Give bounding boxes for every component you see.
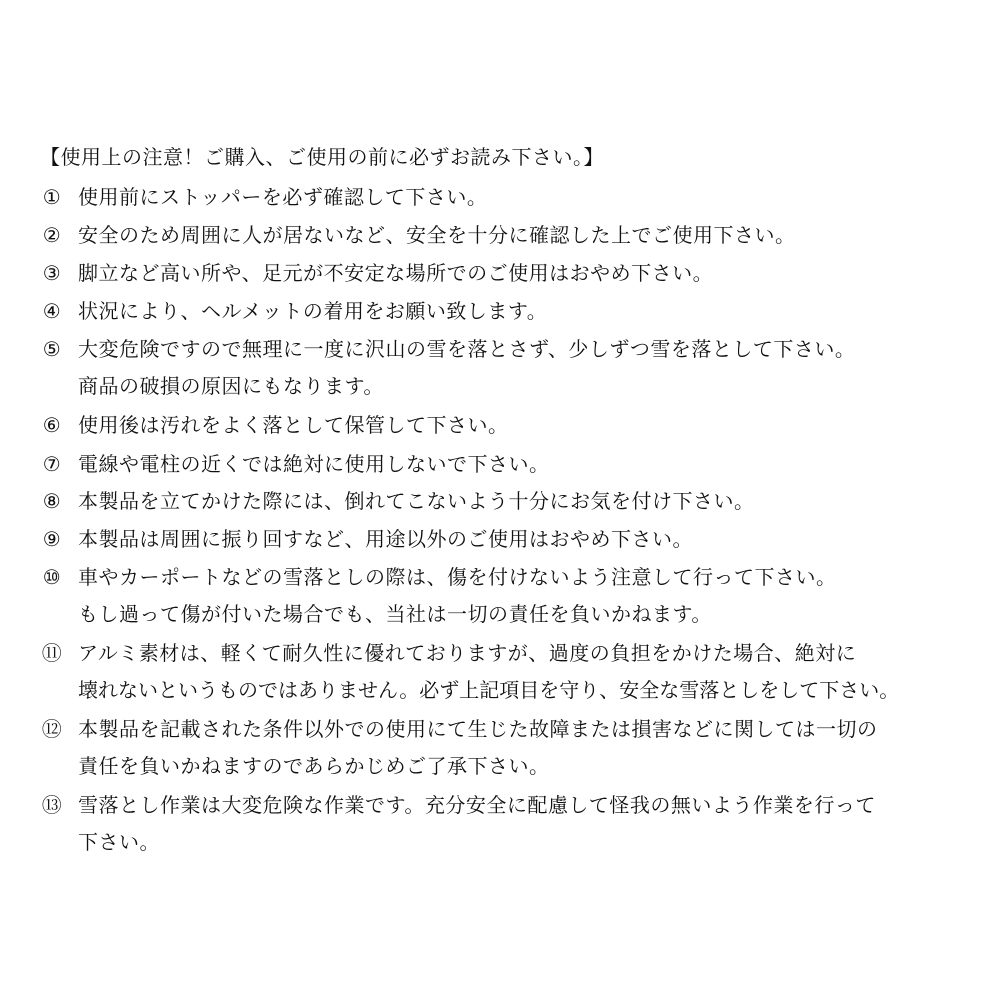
item-number: ③ <box>42 261 62 285</box>
item-text: 大変危険ですので無理に一度に沢山の雪を落とさず、少しずつ雪を落として下さい。 <box>78 337 856 361</box>
item-number: ② <box>42 223 62 247</box>
item-text: 安全のため周囲に人が居ないなど、安全を十分に確認した上でご使用下さい。 <box>78 223 796 247</box>
item-number: ⑩ <box>42 565 62 589</box>
list-item <box>0 451 1000 485</box>
item-text: もし過って傷が付いた場合でも、当社は一切の責任を負いかねます。 <box>78 602 712 626</box>
item-text: 車やカーポートなどの雪落としの際は、傷を付けないよう注意して行って下さい。 <box>78 565 837 589</box>
item-number: ⑤ <box>42 337 62 361</box>
list-item <box>0 260 1000 294</box>
item-number: ⑨ <box>42 527 62 551</box>
item-number: ⑥ <box>42 413 62 437</box>
item-number: ⑧ <box>42 489 62 513</box>
list-item-continuation <box>0 829 1000 863</box>
list-item-continuation <box>0 601 1000 635</box>
list-item <box>0 298 1000 332</box>
list-item <box>0 488 1000 522</box>
item-text: 雪落とし作業は大変危険な作業です。充分安全に配慮して怪我の無いよう作業を行って <box>78 793 876 817</box>
item-text: 本製品を記載された条件以外での使用にて生じた故障または損害などに関しては一切の <box>78 717 878 741</box>
list-item <box>0 640 1000 674</box>
list-item <box>0 336 1000 370</box>
list-item-continuation <box>0 373 1000 407</box>
item-number: ⑪ <box>41 641 63 665</box>
item-number: ⑬ <box>41 793 63 817</box>
list-item <box>0 792 1000 826</box>
list-item-continuation <box>0 677 1000 711</box>
item-number: ① <box>42 185 62 209</box>
item-text: 状況により、ヘルメットの着用をお願い致します。 <box>78 299 548 323</box>
list-item <box>0 564 1000 598</box>
item-text: 使用後は汚れをよく落として保管して下さい。 <box>78 413 509 437</box>
item-text: 下さい。 <box>78 830 160 854</box>
item-text: 責任を負いかねますのであらかじめご了承下さい。 <box>78 754 550 778</box>
list-item <box>0 412 1000 446</box>
list-item <box>0 184 1000 218</box>
item-text: 本製品は周囲に振り回すなど、用途以外のご使用はおやめ下さい。 <box>78 527 693 551</box>
item-text: 本製品を立てかけた際には、倒れてこないよう十分にお気を付け下さい。 <box>78 489 755 513</box>
list-item <box>0 526 1000 560</box>
list-item <box>0 716 1000 750</box>
item-text: 使用前にストッパーを必ず確認して下さい。 <box>78 185 488 209</box>
item-number: ④ <box>42 299 62 323</box>
item-text: 商品の破損の原因にもなります。 <box>78 374 384 398</box>
notice-heading: 【使用上の注意！ご購入、ご使用の前に必ずお読み下さい。】 <box>40 145 604 169</box>
item-text: アルミ素材は、軽くて耐久性に優れておりますが、過度の負担をかけた場合、絶対に <box>78 641 857 665</box>
item-text: 壊れないというものではありません。必ず上記項目を守り、安全な雪落としをして下さい。 <box>78 678 900 702</box>
item-number: ⑫ <box>41 717 63 741</box>
item-number: ⑦ <box>42 452 62 476</box>
item-text: 脚立など高い所や、足元が不安定な場所でのご使用はおやめ下さい。 <box>78 261 714 285</box>
item-text: 電線や電柱の近くでは絶対に使用しないで下さい。 <box>78 452 550 476</box>
list-item-continuation <box>0 753 1000 787</box>
list-item <box>0 222 1000 256</box>
